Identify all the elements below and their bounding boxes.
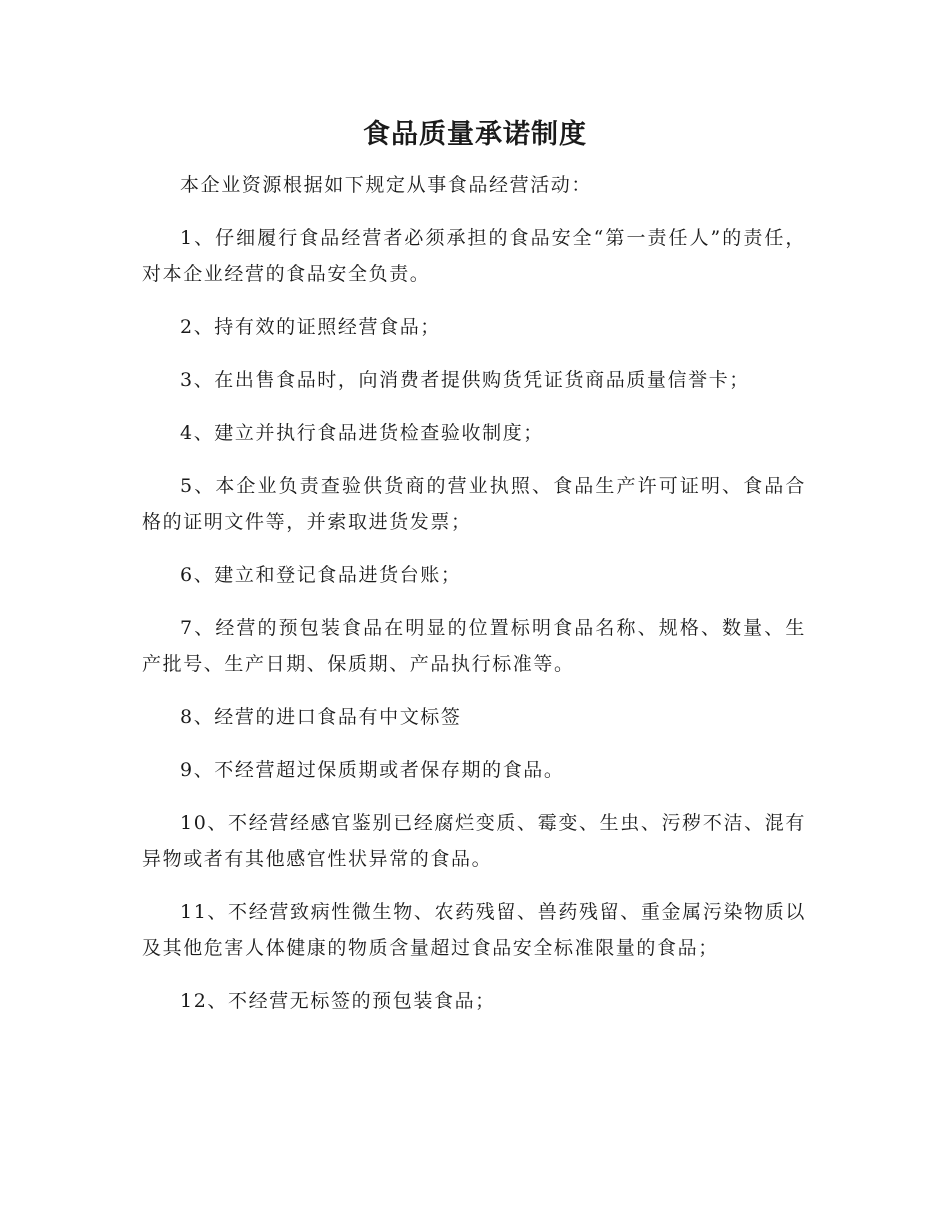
clause-3: 3、在出售食品时，向消费者提供购货凭证货商品质量信誉卡； — [180, 369, 750, 391]
clause-2: 2、持有效的证照经营食品； — [180, 316, 441, 338]
clause-9: 9、不经营超过保质期或者保存期的食品。 — [180, 759, 565, 781]
document-title: 食品质量承诺制度 — [363, 119, 587, 150]
document-body — [142, 167, 806, 1036]
clause-11: 11、不经营致病性微生物、农药残留、兽药残留、重金属污染物质以及其他危害人体健康的物质含量超过食品安全标准限量的食品； — [142, 901, 806, 959]
clause-6: 6、建立和登记食品进货台账； — [180, 564, 462, 586]
intro-paragraph: 本企业资源根据如下规定从事食品经营活动： — [180, 174, 593, 196]
clause-8: 8、经营的进口食品有中文标签 — [180, 706, 462, 728]
clause-5: 5、本企业负责查验供货商的营业执照、食品生产许可证明、食品合格的证明文件等，并索取进货发票； — [142, 475, 806, 533]
clause-12: 12、不经营无标签的预包装食品； — [180, 990, 496, 1012]
clause-1: 1、仔细履行食品经营者必须承担的食品安全“第一责任人”的责任，对本企业经营的食品安全负责。 — [142, 227, 806, 285]
clause-4: 4、建立并执行食品进货检查验收制度； — [180, 422, 544, 444]
clause-10: 10、不经营经感官鉴别已经腐烂变质、霉变、生虫、污秽不洁、混有异物或者有其他感官性状异常的食品。 — [142, 812, 806, 870]
clause-7: 7、经营的预包装食品在明显的位置标明食品名称、规格、数量、生产批号、生产日期、保质期、产品执行标准等。 — [142, 617, 806, 675]
